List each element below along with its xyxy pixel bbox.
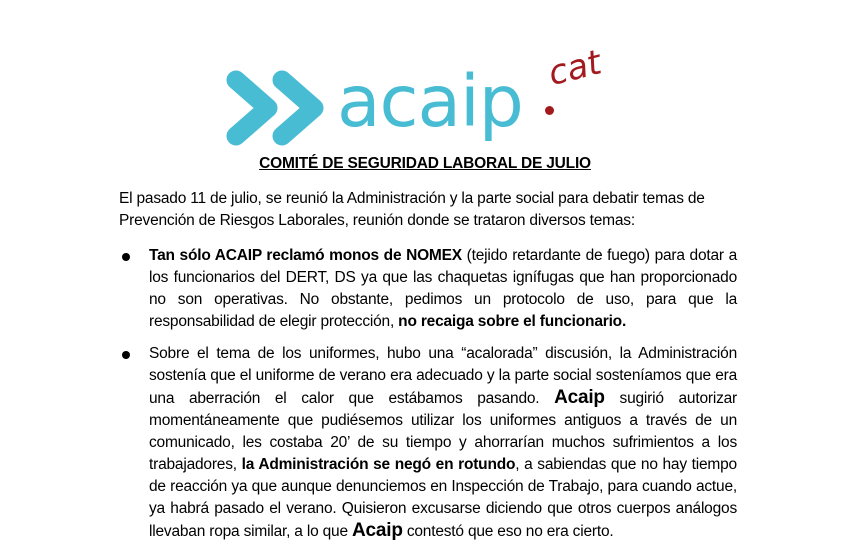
bullet-icon xyxy=(122,351,130,359)
bold-tail: no recaiga sobre el funcionario. xyxy=(398,313,627,330)
brand-acaip: Acaip xyxy=(351,520,403,541)
bullet-paragraph-uniformes xyxy=(149,343,737,543)
logo-domain-suffix: cat xyxy=(544,42,606,94)
intro-paragraph: El pasado 11 de julio, se reunió la Administración y la parte social para debatir temas de Prevención de Riesgos Laborales, reunión donde se trataron diversos temas: xyxy=(119,190,705,229)
brand-acaip: Acaip xyxy=(554,387,605,408)
acaip-logo xyxy=(224,42,624,154)
logo-wordmark: acaip xyxy=(337,60,523,143)
logo-dot xyxy=(545,106,554,115)
paragraph-text: Sobre el tema de los uniformes, hubo una “acalorada” discusión, la Administración sostenía que el uniforme de verano era adecuado y la parte social sosteníamos que era una aberración el calor que estábamos pasando. xyxy=(149,345,737,407)
bold-lead: Tan sólo ACAIP reclamó monos de NOMEX xyxy=(149,247,462,264)
double-chevron-right-icon xyxy=(224,62,334,154)
bullet-icon xyxy=(122,253,130,261)
document-title: COMITÉ DE SEGURIDAD LABORAL DE JULIO xyxy=(259,155,591,172)
paragraph-text: sugirió autorizar momentáneamente que pudiésemos utilizar los uniformes antiguos a través de un comunicado, les costaba 20’ de su tiempo y ahorrarían muchos sufrimientos a los trabajadores, xyxy=(149,390,737,473)
paragraph-text: , a sabiendas que no hay tiempo de reacción ya que aunque denunciemos en Inspección de Trabajo, para cuando actue, ya habrá pasado el verano. Quisieron excusarse diciendo que otros cuerpos análogos llevaban ropa similar, a lo que xyxy=(149,456,737,540)
bold-statement: la Administración se negó en rotundo xyxy=(241,456,516,473)
bullet-paragraph-nomex xyxy=(149,245,737,333)
paragraph-text: contestó que eso no era cierto. xyxy=(402,523,614,540)
paragraph-text: (tejido retardante de fuego) para dotar a los funcionarios del DERT, DS ya que las chaquetas ignífugas que han proporcionado no son operativas. No obstante, pedimos un protocolo de uso, para que la responsabilidad de elegir protección, xyxy=(149,247,737,330)
